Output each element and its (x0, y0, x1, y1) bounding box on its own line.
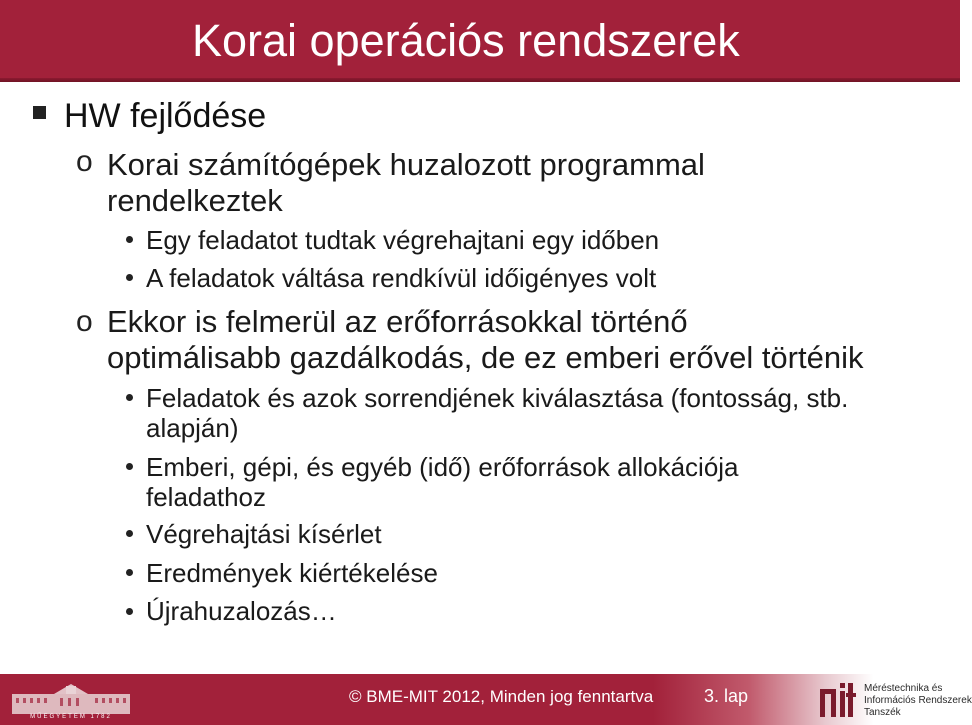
circle-bullet-icon: o (76, 145, 93, 178)
item-0-line-1: Korai számítógépek huzalozott programmal (107, 147, 705, 182)
slide-title: Korai operációs rendszerek (192, 15, 740, 66)
dot-bullet-icon (126, 569, 133, 576)
title-bar (0, 0, 960, 82)
dot-bullet-icon (126, 530, 133, 537)
dept-name-line: Tanszék (864, 707, 901, 718)
item-0-line-2: rendelkeztek (107, 183, 283, 218)
dot-bullet-icon (126, 236, 133, 243)
square-bullet-icon (33, 106, 46, 119)
university-building-icon (8, 680, 134, 720)
dept-logo-icon (820, 681, 856, 719)
dot-bullet-icon (126, 608, 133, 615)
dept-name-line: Méréstechnika és (864, 683, 943, 694)
item-8-line-1: Újrahuzalozás… (146, 596, 337, 626)
item-2-line-1: A feladatok váltása rendkívül időigényes volt (146, 263, 657, 293)
item-4-line-1: Feladatok és azok sorrendjének kiválasztása (fontosság, stb. (146, 383, 849, 413)
university-caption: MŰEGYETEM 1782 (30, 714, 112, 720)
dot-bullet-icon (126, 394, 133, 401)
dot-bullet-icon (126, 463, 133, 470)
item-7-line-1: Eredmények kiértékelése (146, 558, 438, 588)
item-1-line-1: Egy feladatot tudtak végrehajtani egy időben (146, 225, 660, 255)
heading-hw: HW fejlődése (64, 97, 267, 135)
circle-bullet-icon: o (76, 305, 93, 338)
dept-name (864, 683, 972, 719)
dept-name-line: Információs Rendszerek (864, 695, 972, 706)
item-5-line-2: feladathoz (146, 482, 266, 512)
page-number: 3. lap (704, 686, 749, 706)
item-3-line-1: Ekkor is felmerül az erőforrásokkal történő (107, 304, 688, 339)
item-6-line-1: Végrehajtási kísérlet (146, 519, 382, 549)
item-5-line-1: Emberi, gépi, és egyéb (idő) erőforrások allokációja (146, 452, 739, 482)
copyright-text: © BME-MIT 2012, Minden jog fenntartva (349, 687, 654, 706)
item-3-line-2: optimálisabb gazdálkodás, de ez emberi erővel történik (107, 340, 864, 375)
item-4-line-2: alapján) (146, 413, 239, 443)
dot-bullet-icon (126, 274, 133, 281)
